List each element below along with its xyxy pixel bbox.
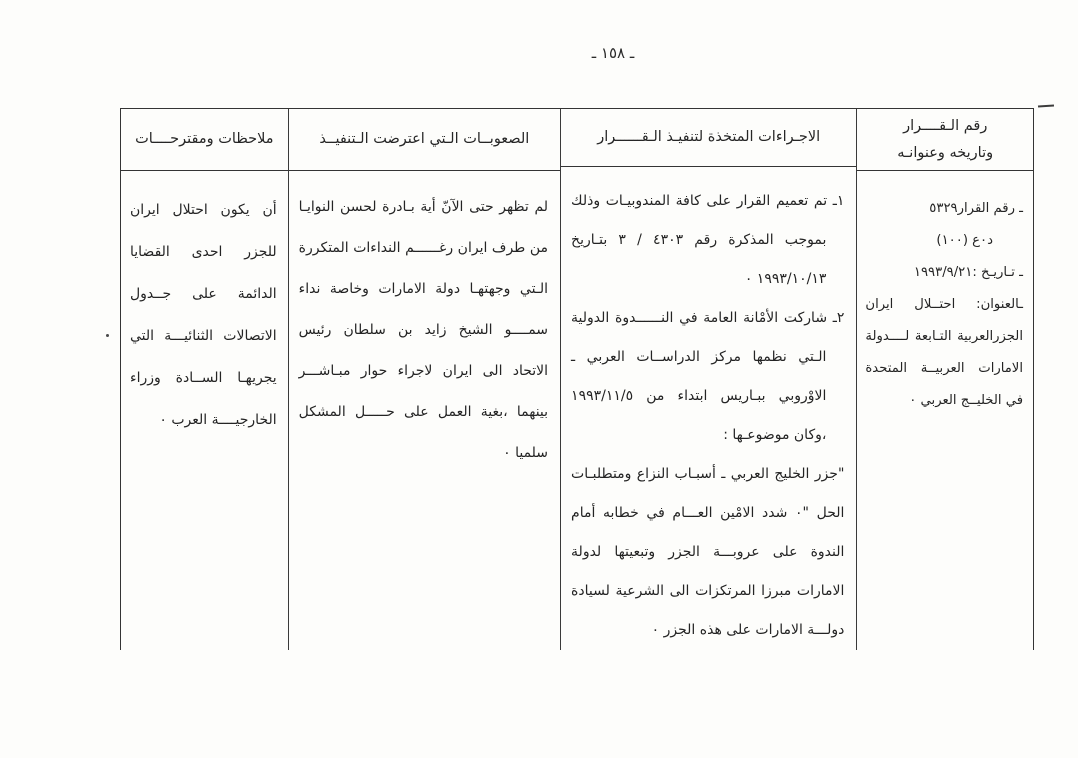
column-difficulties (288, 109, 560, 650)
page-number: ـ ١٥٨ ـ (591, 44, 635, 62)
decision-title: ـالعنوان: احتــلال ايران الجزرالعربية التـابعة لــــدولة الامارات العربيــة المتحدة في الخليــج العربي ٠ (865, 297, 1023, 408)
actions-item-1: ١ـ تم تعميم القرار على كافة المندوبيـات وذلك بموجب المذكرة رقم ٤٣٠٣ / ٣ بتـاريخ ١٩٩٣/١٠/١٣ ٠ (571, 193, 845, 287)
decision-number: ـ رقم القرار٥٣٢٩ (929, 201, 1023, 216)
column-header-decision (857, 109, 1033, 171)
column-body-actions (561, 167, 856, 650)
decision-session: د٠ع (١٠٠) (936, 233, 993, 248)
column-body-decision (857, 171, 1033, 650)
column-notes (121, 109, 288, 650)
actions-item-2: ٢ـ شاركت الأمْانة العامة في النــــــدوة الدولية الـتي نظمها مركز الدراســات العربي ـ الاوْروبي ببـاريس ابتداء من ١٩٩٣/١١/٥ ،وكان موضوعـها : (571, 310, 845, 443)
column-header-difficulties (289, 109, 560, 171)
column-body-notes (121, 171, 288, 650)
scan-artifact-dot (106, 334, 109, 337)
resolution-table (120, 108, 1034, 650)
actions-item-2-continued: "جزر الخليج العربي ـ أسبـاب النزاع ومتطلبـات الحل "٠ شدد الامْين العـــام في خطابه أمام الندوة على عروبـــة الجزر وتبعيتها لدولة الامارات مبرزا المرتكزات الى الشرعية لسيادة دولـــة الامارات على هذه الجزر ٠ (571, 466, 845, 638)
notes-text: أن يكون احتلال ايران للجزر احدى القضايا الدائمة على جــدول الاتصالات الثنائيـــة التي يجريهـا الســادة وزراء الخارجيــــة العرب ٠ (130, 202, 277, 428)
column-header-notes-label: ملاحظات ومقترحــــات (135, 131, 274, 148)
column-body-difficulties (289, 171, 560, 650)
column-header-decision-line1: رقم الـقــــرار (903, 117, 988, 134)
decision-date: ـ تـاريـخ :١٩٩٣/٩/٢١ (913, 265, 1023, 280)
scan-artifact-dash (1038, 104, 1054, 107)
column-header-decision-line2: وتاريخه وعنوانـه (897, 144, 994, 161)
column-header-notes (121, 109, 288, 171)
column-actions (560, 109, 856, 650)
column-header-actions (561, 109, 856, 167)
column-header-difficulties-label: الصعوبــات الـتي اعترضت الـتنفيــذ (319, 131, 530, 148)
column-decision (856, 109, 1033, 650)
column-header-actions-label: الاجـراءات المتخذة لتنفيـذ الـقــــــرار (597, 129, 821, 146)
difficulties-text: لم تظهر حتى الآنّ أية بـادرة لحسن النوايـا من طرف ايران رغــــــم النداءات المتكررة الـتي وجهتهـا دولة الامارات وخاصة نداء سمــــو الشيخ زايد بن سلطان رئيس الاتحاد الى ايران لاجراء حوار مبـاشـــر بينهما ،بغية العمل على حـــــل المشكل سلميا ٠ (298, 199, 549, 461)
